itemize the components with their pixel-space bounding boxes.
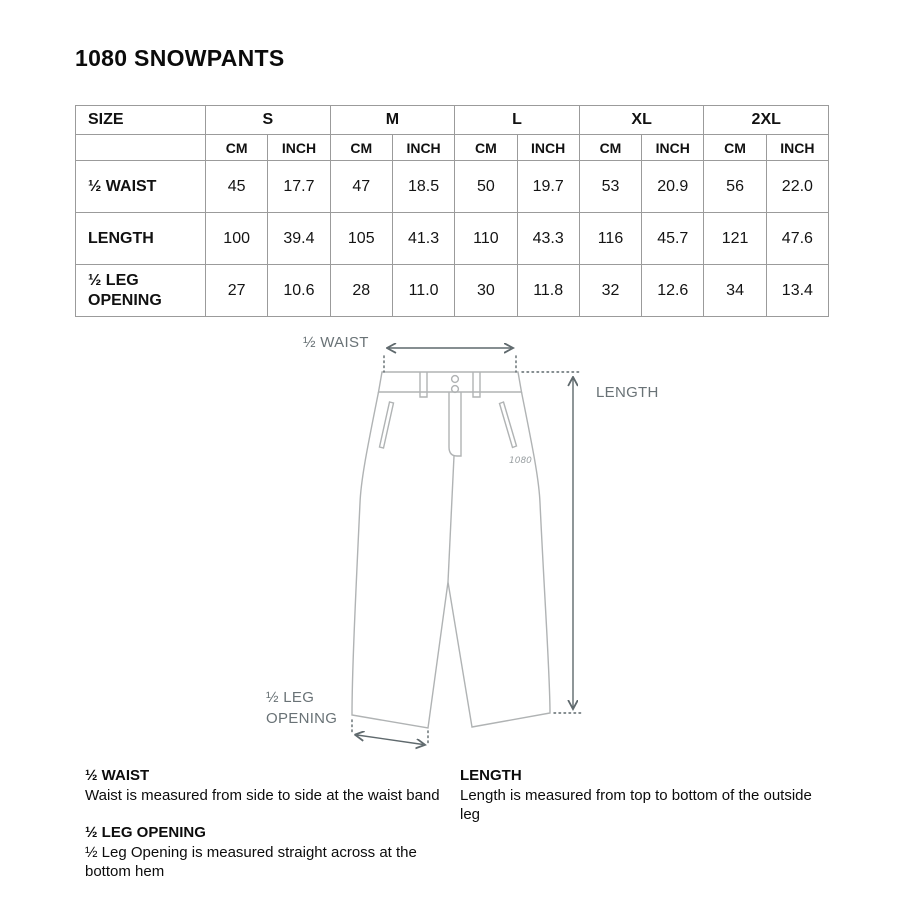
measurement-value: 39.4	[268, 213, 330, 265]
measurement-value: 10.6	[268, 265, 330, 317]
measurement-value: 20.9	[642, 161, 704, 213]
size-corner-label: SIZE	[76, 106, 206, 135]
table-row	[76, 213, 829, 265]
note-heading: LENGTH	[460, 767, 522, 784]
unit-corner-empty	[76, 135, 206, 161]
measurement-value: 50	[455, 161, 517, 213]
measurement-value: 11.0	[392, 265, 454, 317]
measurement-value: 110	[455, 213, 517, 265]
measurement-value: 47.6	[766, 213, 828, 265]
size-column-header: L	[455, 106, 580, 135]
measurement-value: 41.3	[392, 213, 454, 265]
size-column-header: 2XL	[704, 106, 829, 135]
measurement-value: 116	[579, 213, 641, 265]
pants-measurement-diagram	[260, 330, 700, 750]
measurement-value: 45	[206, 161, 268, 213]
measurement-value: 30	[455, 265, 517, 317]
diagram-label-half-leg-opening: ½ LEG OPENING	[266, 689, 338, 727]
unit-header: INCH	[766, 135, 828, 161]
note-half-leg-opening	[85, 823, 460, 881]
measurement-value: 32	[579, 265, 641, 317]
measurement-value: 12.6	[642, 265, 704, 317]
size-column-header: M	[330, 106, 455, 135]
measurement-value: 47	[330, 161, 392, 213]
measurement-value: 11.8	[517, 265, 579, 317]
size-chart-table	[75, 105, 829, 317]
unit-header: CM	[206, 135, 268, 161]
note-heading: ½ LEG OPENING	[85, 824, 206, 841]
measurement-row-label: ½ WAIST	[76, 161, 206, 213]
measurement-value: 28	[330, 265, 392, 317]
unit-header: INCH	[392, 135, 454, 161]
unit-header: INCH	[642, 135, 704, 161]
unit-header: CM	[704, 135, 766, 161]
pants-outline	[352, 372, 550, 728]
measurement-value: 53	[579, 161, 641, 213]
measurement-value: 45.7	[642, 213, 704, 265]
measurement-value: 17.7	[268, 161, 330, 213]
measurement-value: 121	[704, 213, 766, 265]
measurement-row-label: LENGTH	[76, 213, 206, 265]
measurement-value: 105	[330, 213, 392, 265]
diagram-label-half-waist: ½ WAIST	[303, 334, 369, 351]
page-title: 1080 SNOWPANTS	[75, 45, 285, 71]
measurement-value: 22.0	[766, 161, 828, 213]
size-column-header: XL	[579, 106, 704, 135]
note-body: Length is measured from top to bottom of the outside leg	[460, 787, 812, 824]
measurement-value: 43.3	[517, 213, 579, 265]
measurement-value: 100	[206, 213, 268, 265]
size-chart	[75, 105, 829, 317]
measurement-value: 56	[704, 161, 766, 213]
brand-logo-mark: 1080	[509, 456, 532, 466]
measurement-row-label: ½ LEG OPENING	[76, 265, 206, 317]
unit-header: INCH	[268, 135, 330, 161]
note-half-waist	[85, 766, 460, 805]
measurement-value: 34	[704, 265, 766, 317]
table-row	[76, 265, 829, 317]
size-column-header: S	[206, 106, 331, 135]
unit-header: CM	[455, 135, 517, 161]
unit-header: INCH	[517, 135, 579, 161]
note-length	[460, 766, 828, 824]
measurement-value: 13.4	[766, 265, 828, 317]
unit-header: CM	[330, 135, 392, 161]
note-body: ½ Leg Opening is measured straight across at the bottom hem	[85, 844, 417, 881]
measurement-value: 18.5	[392, 161, 454, 213]
dimension-lines	[352, 348, 582, 745]
note-body: Waist is measured from side to side at the waist band	[85, 787, 440, 805]
table-row	[76, 161, 829, 213]
measurement-value: 27	[206, 265, 268, 317]
note-heading: ½ WAIST	[85, 767, 150, 784]
diagram-label-length: LENGTH	[596, 384, 659, 401]
unit-header: CM	[579, 135, 641, 161]
measurement-value: 19.7	[517, 161, 579, 213]
